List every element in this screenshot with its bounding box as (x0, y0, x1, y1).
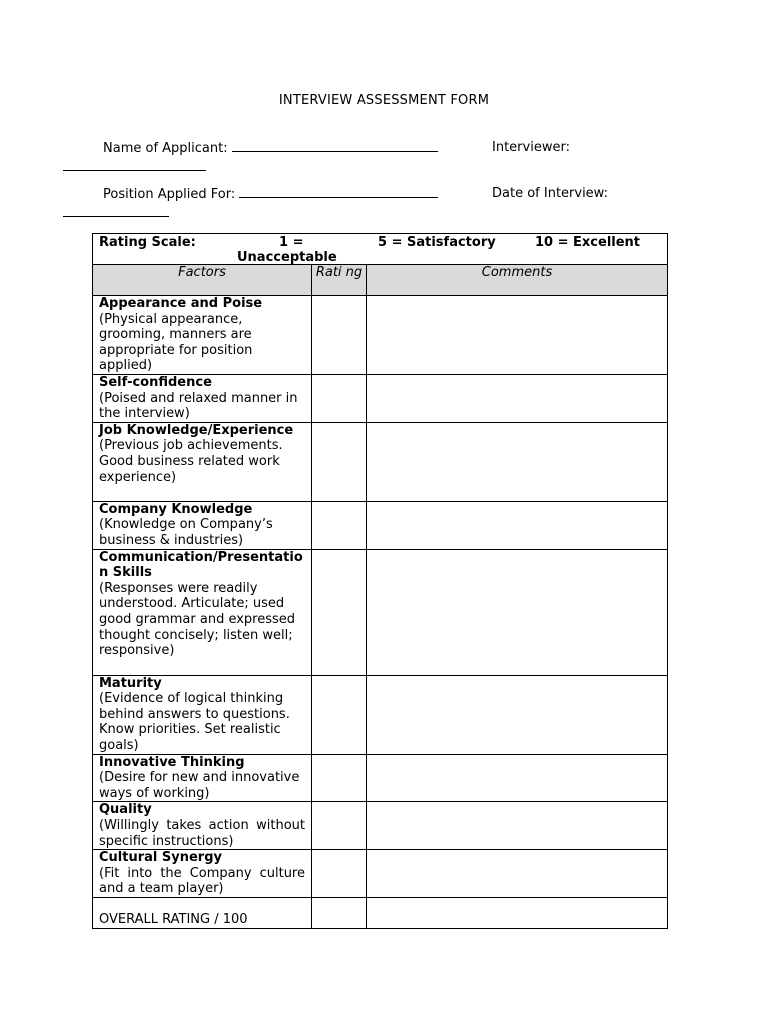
rating-cell[interactable] (312, 549, 367, 675)
overall-rating-cell[interactable] (312, 897, 367, 928)
comments-cell[interactable] (367, 422, 668, 501)
applicant-field (103, 140, 438, 156)
overall-rating-label: OVERALL RATING / 100 (93, 897, 312, 928)
rating-cell[interactable] (312, 850, 367, 898)
factor-title: Cultural Synergy (99, 850, 222, 866)
rating-cell[interactable] (312, 296, 367, 375)
rating-scale-low-value: 1 = (279, 235, 304, 250)
factor-desc: (Responses were readily understood. Articulate; used good grammar and expressed thought concisely; listen well; responsive) (99, 580, 296, 659)
overall-comments-cell[interactable] (367, 897, 668, 928)
overall-row (93, 897, 668, 928)
header-factors: Factors (93, 265, 312, 296)
date-label: Date of Interview: (492, 186, 608, 201)
factor-cell (93, 549, 312, 675)
factor-title: Quality (99, 802, 152, 818)
factor-desc: (Knowledge on Company’s business & industries) (99, 517, 273, 548)
factor-desc: (Desire for new and innovative ways of working) (99, 770, 300, 801)
comments-cell[interactable] (367, 754, 668, 802)
rating-scale-high: 10 = Excellent (535, 235, 641, 250)
rating-cell[interactable] (312, 375, 367, 423)
rating-cell[interactable] (312, 675, 367, 754)
position-label: Position Applied For: (103, 187, 236, 202)
factor-cell (93, 296, 312, 375)
date-line[interactable] (63, 216, 169, 217)
factor-cell (93, 850, 312, 898)
factor-desc: (Evidence of logical thinking behind answers to questions. Know priorities. Set realistic goals) (99, 691, 290, 753)
factor-desc: (Physical appearance, grooming, manners are appropriate for position applied) (99, 311, 253, 374)
rating-scale-mid: 5 = Satisfactory (378, 235, 496, 250)
factor-title: Self-confidence (99, 375, 212, 390)
table-row (93, 501, 668, 549)
position-line[interactable] (239, 186, 438, 198)
factor-title: Maturity (99, 675, 162, 691)
applicant-label: Name of Applicant: (103, 141, 228, 156)
position-field (103, 186, 438, 202)
comments-cell[interactable] (367, 850, 668, 898)
rating-scale (93, 234, 668, 265)
applicant-line[interactable] (232, 140, 438, 152)
table-row (93, 754, 668, 802)
factor-cell (93, 802, 312, 850)
table-row (93, 375, 668, 423)
factor-cell (93, 501, 312, 549)
rating-cell[interactable] (312, 754, 367, 802)
factor-title: Communication/Presentation Skills (99, 549, 303, 581)
interviewer-label: Interviewer: (492, 140, 570, 155)
factor-title: Company Knowledge (99, 501, 253, 517)
comments-cell[interactable] (367, 549, 668, 675)
rating-scale-label: Rating Scale: (99, 235, 196, 250)
rating-scale-low-word: Unacceptable (237, 250, 337, 265)
factor-desc: (Fit into the Company culture and a team player) (99, 865, 305, 897)
table-row (93, 850, 668, 898)
factor-title: Appearance and Poise (99, 296, 263, 311)
header-rating: Rati ng (312, 265, 367, 296)
interviewer-field (492, 140, 570, 155)
factor-desc: (Poised and relaxed manner in the interview) (99, 390, 298, 422)
rating-cell[interactable] (312, 802, 367, 850)
factor-desc: (Willingly takes action without specific instructions) (99, 817, 305, 849)
factor-desc: (Previous job achievements. Good business related work experience) (99, 438, 283, 485)
comments-cell[interactable] (367, 675, 668, 754)
comments-cell[interactable] (367, 375, 668, 423)
factor-cell (93, 422, 312, 501)
rating-scale-row (93, 234, 668, 265)
page-title: INTERVIEW ASSESSMENT FORM (278, 93, 490, 108)
comments-cell[interactable] (367, 296, 668, 375)
factor-cell (93, 754, 312, 802)
rating-cell[interactable] (312, 422, 367, 501)
header-comments: Comments (367, 265, 668, 296)
table-row (93, 422, 668, 501)
table-row (93, 296, 668, 375)
table-row (93, 802, 668, 850)
factor-cell (93, 375, 312, 423)
interviewer-line[interactable] (63, 170, 206, 171)
factor-title: Job Knowledge/Experience (99, 422, 294, 438)
factor-title: Innovative Thinking (99, 754, 245, 770)
comments-cell[interactable] (367, 802, 668, 850)
date-field (492, 186, 608, 201)
factor-cell (93, 675, 312, 754)
table-row (93, 675, 668, 754)
table-row (93, 549, 668, 675)
rating-cell[interactable] (312, 501, 367, 549)
comments-cell[interactable] (367, 501, 668, 549)
assessment-table (92, 233, 668, 929)
table-header-row (93, 265, 668, 296)
